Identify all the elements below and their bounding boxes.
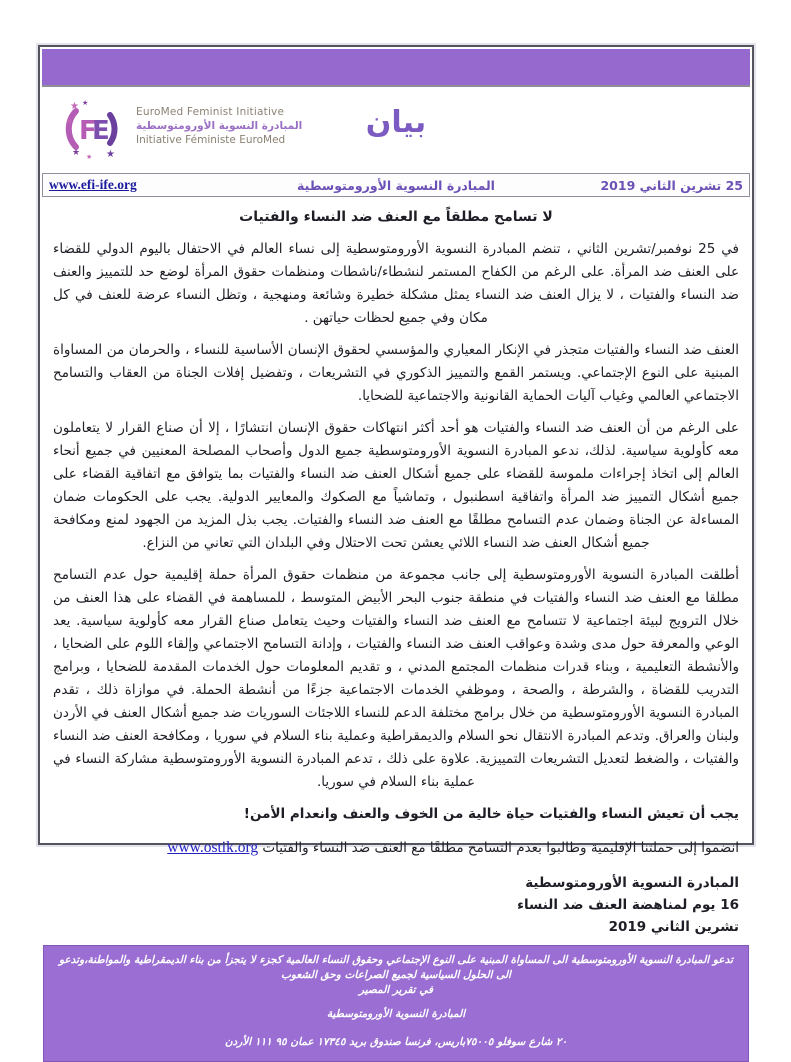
document-type-title: بيان — [365, 105, 427, 140]
svg-text:E: E — [92, 116, 110, 146]
svg-text:★: ★ — [72, 148, 81, 158]
footer-address: ٢٠ شارع سوفلو ٧٥٠٠٥باريس، فرنسا صندوق بريد ١٧٣٤٥ عمان ٩٥ ١١١ الأردن — [224, 1036, 568, 1048]
org-logo-icon — [62, 97, 126, 161]
brand-name-ar: المبادرة النسوية الأورومتوسطية — [136, 120, 303, 132]
svg-text:★: ★ — [66, 117, 73, 125]
svg-text:F: F — [79, 116, 97, 146]
brand-row — [40, 87, 752, 173]
join-campaign-line — [53, 836, 739, 860]
svg-text:★: ★ — [82, 99, 89, 107]
footer-mission-line2: في تقرير المصير — [358, 984, 434, 996]
signature-date: تشرين الثاني 2019 — [608, 919, 739, 935]
brand-name-fr: Initiative Féministe EuroMed — [136, 134, 286, 146]
svg-text:★: ★ — [86, 153, 93, 161]
article-body — [40, 197, 752, 938]
footer-banner — [43, 945, 749, 1062]
join-campaign-text: انضموا إلى حملتنا الإقليمية وطالبوا بعدم التسامح مطلقًا مع العنف ضد النساء والفتيات — [258, 840, 739, 856]
footer-org-name: المبادرة النسوية الأورومتوسطية — [326, 1008, 466, 1020]
paragraph: أطلقت المبادرة النسوية الأورومتوسطية إلى جانب مجموعة من منظمات حقوق المرأة حملة إقليمية حول عدم التسامح مطلقا مع العنف ضد النساء والفتيات في منطقة جنوب البحر الأبيض المتوسط ، للمساهمة في القضاء على هذا العنف من خلال الترويج لبيئة اجتماعية لا تتسامح مع العنف ضد النساء والفتيات وحيث يتعامل صناع القرار معه كأولوية سياسية. يعد الوعي والمعرفة حول مدى وشدة وعواقب العنف ضد النساء والفتيات ، وإدانة التسامح الاجتماعي وإلقاء اللوم على الضحايا ، والأنشطة التعليمية ، وبناء قدرات منظمات المجتمع المدني ، و تقديم المعلومات حول الخدمات المقدمة للضحايا ، وبرامج التدريب للقضاة ، والشرطة ، والصحة ، وموظفي الخدمات الاجتماعية جزءًا من أنشطة الحملة. في موازاة ذلك ، تقدم المبادرة النسوية الأورومتوسطية من خلال برامج مختلفة الدعم للنساء اللاجئات السوريات ضد جميع أشكال العنف في الأردن ولبنان والعراق. وتدعم المبادرة الانتقال نحو السلام والديمقراطية وعملية بناء السلام في سوريا ، ومكافحة العنف ضد النساء والفتيات ، والضغط لتعديل التشريعات التمييزية. علاوة على ذلك ، تدعم المبادرة النسوية الأورومتوسطية مشاركة النساء في عملية بناء السلام في سوريا. — [53, 567, 739, 790]
document-page — [38, 45, 754, 1048]
campaign-link[interactable]: www.ostik.org — [167, 839, 259, 856]
signature-block — [53, 872, 739, 938]
paragraph: على الرغم من أن العنف ضد النساء والفتيات هو أحد أكثر انتهاكات حقوق الإنسان انتشارًا ، إلا أن صناع القرار لا يتعاملون معه كأولوية سياسية. لذلك، ندعو المبادرة النسوية الأورومتوسطية جميع الدول وأصحاب المصلحة المعنيين في جميع أنحاء العالم إلى اتخاذ إجراءات ملموسة للقضاء على جميع أشكال العنف ضد النساء والفتيات بما يتوافق مع اتفاقية القضاء على جميع أشكال التمييز ضد المرأة واتفاقية اسطنبول ، وتماشياً مع الصكوك والمعايير الدولية. يجب على الحكومات ضمان المساءلة عن الجناة وضمان عدم التسامح مطلقًا مع العنف ضد النساء والفتيات. يجب بذل المزيد من الجهود لمنع ومكافحة جميع أشكال العنف ضد النساء اللائي يعشن تحت الاحتلال وفي البلدان التي تعاني من النزاع. — [53, 420, 739, 551]
signature-org: المبادرة النسوية الأورومتوسطية — [525, 875, 739, 891]
svg-text:★: ★ — [106, 149, 115, 160]
signature-campaign: 16 يوم لمناهضة العنف ضد النساء — [517, 897, 739, 913]
svg-text:★: ★ — [70, 101, 79, 112]
website-link[interactable]: www.efi-ife.org — [49, 177, 137, 192]
paragraph: العنف ضد النساء والفتيات متجذر في الإنكار المعياري والمؤسسي لحقوق الإنسان الأساسية للنساء ، والحرمان من المساواة المبنية على النوع الإجتماعي. ويستمر القمع والتمييز الذكوري في التشريعات ، وتفضيل إفلات الجناة من العقاب والتسامح الاجتماعي العالمي وغياب آليات الحماية القانونية والاجتماعية للضحايا. — [53, 342, 739, 404]
brand-name-en: EuroMed Feminist Initiative — [136, 106, 285, 118]
org-name: المبادرة النسوية الأورومتوسطية — [297, 177, 495, 193]
footer-mission-line1: تدعو المبادرة النسوية الأورومتوسطية الى المساواة المبنية على النوع الإجتماعي وحقوق النساء العالمية كجزء لا يتجزأ من بناء الديمقراطية والمواطنة،وتدعو الى الحلول السياسية لجميع الصراعات وحق الشعوب — [58, 954, 734, 981]
brand-text — [136, 105, 302, 147]
call-to-action-line: يجب أن تعيش النساء والفتيات حياة خالية من الخوف والعنف وانعدام الأمن! — [243, 806, 739, 822]
issue-date: 25 تشرين الثاني 2019 — [600, 177, 743, 193]
article-title: لا تسامح مطلقاً مع العنف ضد النساء والفتيات — [239, 209, 553, 225]
meta-bar — [42, 173, 750, 197]
paragraph: في 25 نوفمبر/تشرين الثاني ، تنضم المبادرة النسوية الأورومتوسطية إلى نساء العالم في الاحتفال باليوم الدولي للقضاء على العنف ضد المرأة. على الرغم من الكفاح المستمر لنشطاء/ناشطات ومنظمات حقوق المرأة لوضع حد للتمييز والعنف ضد النساء والفتيات ، لا يزال العنف ضد النساء يمثل مشكلة خطيرة وشائعة ومنهجية ، وتظل النساء عرضة للعنف في كل مكان وفي جميع لحظات حياتهن . — [53, 241, 739, 326]
top-banner — [42, 49, 750, 87]
